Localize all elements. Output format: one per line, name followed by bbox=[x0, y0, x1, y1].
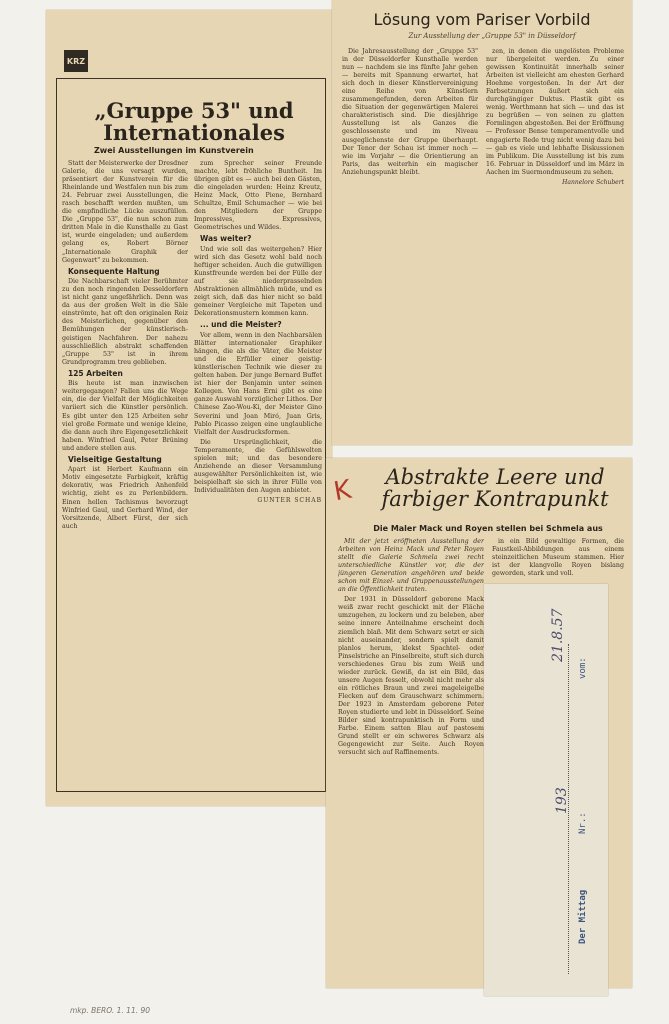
subheadline: Die Maler Mack und Royen stellen bei Schmela aus bbox=[373, 524, 603, 533]
headline-abstrakte-leere: Abstrakte Leere und farbiger Kontrapunkt bbox=[381, 465, 609, 512]
headline-gruppe-53: „Gruppe 53" und Internationales bbox=[94, 98, 294, 146]
number-label: Nr.: bbox=[578, 812, 588, 834]
paragraph: zum Sprecher seiner Freunde machte, lebt fröhliche Buntheit. Im übrigen gibt es — auch bei den Gästen, die eingeladen wurden: Heinz Kreutz, Heinz Mack, Otto Piene, Bernhard Schultze, Emil Schumacher — wie bei den Mitgliedern der Gruppe Impressives, Expressives, Geometrisches und Wildes. bbox=[194, 160, 322, 232]
paragraph: in ein Bild gewaltige Formen, die Faustkeil-Abbildungen aus einem steinzeitlichen Museum stammen. Hier ist der klangvolle Royen bislang geworden, stark und voll. bbox=[492, 538, 624, 578]
subheadline: Zur Ausstellung der „Gruppe 53" in Düsseldorf bbox=[408, 32, 576, 40]
paragraph: Vor allem, wenn in den Nachbarsälen Blätter internationaler Graphiker hängen, die als die Väter, die Meister und die Erfüller einer geistig-künstlerischen Technik wie dieser zu gelten haben. Der junge Bernard Buffet ist hier der Benjamin unter seinen Kollegen. Von Hans Erni gibt es eine ganze Auswahl vorzüglicher Lithos. Der Chinese Zao-Wou-Ki, der Meister Gino Severini und Joan Miró, Juan Gris, Pablo Picasso zeigen eine unglaubliche Vielfalt der Ausdrucksformen. bbox=[194, 332, 322, 436]
article-column-2 bbox=[492, 538, 624, 580]
author-signature: GUNTER SCHAB bbox=[257, 496, 322, 504]
section-heading: Konsequente Haltung bbox=[68, 266, 160, 276]
clipping-gruppe-53 bbox=[46, 10, 332, 806]
paragraph: Der 1931 in Düsseldorf geborene Mack weiß zwar recht geschickt mit der Fläche umzugehen, zu lockern und zu beleben, aber seine innere Anteilnahme erscheint doch ziemlich blaß. Mit dem Schwarz setzt er sich nicht auseinander, sondern spielt damit planlos herum, klekst Spachtel- oder Pinselstriche an Pinselbreite, stuft sich durch verschiedenes Grau bis zum Weiß und wieder zurück. Gewiß, da ist ein Bild, das unsere Augen fesselt, obwohl nicht mehr als ein rötliches Braun und zwei mageleigelbe Flecken auf dem Grauschwarz schimmern. Der 1923 in Amsterdam geborene Peter Royen studierte und lebt in Düsseldorf. Seine Bilder sind kontrapunktisch in Form und Farbe. Einem satten Blau auf pastosem Grund stellt er ein schweres Schwarz als Gegengewicht zur Seite. Auch Royen versucht sich auf Raffinements. bbox=[338, 596, 484, 757]
paragraph: Die Nachbarschaft vieler Berühmter zu den noch ringenden Desseldorfern ist nicht ganz ungefährlich. Denn was da aus der großen Welt in die Säle einströmte, hat oft den originalen Reiz des Meisterlichen, gegenüber den Bemühungen der künstlerisch-geistigen Nachfahren. Der nahezu ausschließlich abstrakt schaffenden „Gruppe 53" ist in ihrem Grundprogramm treu geblieben. bbox=[62, 278, 188, 366]
paragraph: zen, in denen die ungelösten Probleme nur übergeleitet werden. Zu einer gewissen Kontinuität innerhalb seiner Arbeiten ist vielleicht am ehesten Gerhard Hoehme vorgestoßen. In der Art der Farbsetzungen äußert sich ein durchgängiger Duktus. Plastik gibt es wenig. Werthmann hat sich — und das ist zu begrüßen — von seinen zu glatten Formlingen abgestoßen. Bei der Eröffnung — Professor Bense temperamentvolle und engagierte Rede trug nicht wenig dazu bei — gab es viele und lebhafte Diskussionen im Publikum. Die Ausstellung ist bis zum 16. Februar in Düsseldorf und im März in Aachen im Suermondmuseum zu sehen. bbox=[486, 48, 624, 176]
article-column-1 bbox=[62, 160, 188, 800]
subheadline: Zwei Ausstellungen im Kunstverein bbox=[94, 146, 254, 155]
clipping-pariser-vorbild bbox=[332, 0, 632, 445]
source-newspaper: Der Mittag bbox=[578, 889, 588, 944]
section-heading: ... und die Meister? bbox=[200, 320, 282, 330]
pencil-note: mkp. BERO. 1. 11. 90 bbox=[70, 1006, 151, 1015]
handwritten-date: 21.8.57 bbox=[550, 608, 566, 662]
date-label: vom: bbox=[578, 657, 588, 679]
paragraph: Bis heute ist man inzwischen weitergegangen? Fallen uns die Wege ein, die der Vielfalt der Möglichkeiten variiert sich die Künstler persönlich. Es gibt unter den 125 Arbeiten sehr viel große Formate und wenige kleine, die dann auch ihre Eigengesetzlichkeit haben. Winfried Gaul, Peter Brüning und andere stellen aus. bbox=[62, 380, 188, 452]
handwritten-number: 193 bbox=[554, 787, 570, 814]
source-stamp-slip bbox=[484, 584, 608, 996]
lead-paragraph: Mit der jetzt eröffneten Ausstellung der Arbeiten von Heinz Mack und Peter Royen stellt die Galerie Schmela zwei recht unterschiedliche Künstler vor, die der jüngeren Generation angehören und beide schon mit Einzel- und Gruppenausstellungen an die Öffentlichkeit traten. bbox=[338, 538, 484, 594]
section-heading: Vielseitige Gestaltung bbox=[68, 454, 162, 464]
paragraph: Apart ist Herbert Kaufmann ein Motiv eingesetzte Farbigkeit, kräftig dekorativ, was Friedrich Anhenfeld wichtig, zieht es zu Perlenbildern. Einen hellen Tachismus bevorzugt Winfried Gaul, und Gerhard Wind, der Vorsitzende, Albert Fürst, der sich auch bbox=[62, 466, 188, 530]
paragraph: Die Jahresausstellung der „Gruppe 53" in der Düsseldorfer Kunsthalle werden nun — nachdem sie ins fünfte Jahr gehen — bereits mit Spannung erwartet, hat sich doch in dieser Künstlervereinigung eine Reihe von Künstlern zusammengefunden, deren Arbeiten für die Situation der gegenwärtigen Malerei charakteristisch sind. Die diesjährige Ausstellung ist als Ganzes die geschlossenste und im Niveau ausgeglichenste der Gruppe überhaupt. Der Tenor der Schau ist immer noch — wie im Vorjahr — die Orientierung an Paris, das weiterhin ein magischer Anziehungspunkt bleibt. bbox=[342, 48, 478, 176]
article-column-2 bbox=[486, 48, 624, 438]
newspaper-logo: KRZ bbox=[64, 50, 88, 72]
paragraph: Statt der Meisterwerke der Dresdner Galerie, die uns versagt wurden, präsentiert der Kunstverein für die Rheinlande und Westfalen nun bis zum 24. Februar zwei Ausstellungen, die rasch beschafft werden mußten, um die empfindliche Lücke auszufüllen. Die „Gruppe 53", die nun schon zum dritten Male in die Kunsthalle zu Gast ist, wurde eingeladen; und außerdem gelang es, Robert Börner „Internationale Graphik der Gegenwart" zu bekommen. bbox=[62, 160, 188, 264]
article-column-2 bbox=[194, 160, 322, 800]
section-heading: Was weiter? bbox=[200, 234, 252, 244]
article-column-1 bbox=[338, 538, 484, 978]
paragraph: Und wie soll das weitergehen? Hier wird sich das Gesetz wohl bald noch heftiger scheiden. Auch die gutwilligen Kunstfreunde werden bei der Fülle der auf sie niederprasselnden Abstraktionen allmählich müde, und es zeigt sich, daß das hier nicht so bald gemeiner Vergleiche mit Tapeten und Dekorationsmustern kommen kann. bbox=[194, 246, 322, 318]
headline-pariser-vorbild: Lösung vom Pariser Vorbild bbox=[373, 10, 591, 29]
article-column-1 bbox=[342, 48, 478, 438]
paragraph: Die Ursprünglichkeit, die Temperamente, die Gefühlswelten spielen mit; und das besondere Anziehende an dieser Versammlung ausgewählter Persönlichkeiten ist, wie beispielhaft sie sich in ihrer Fülle von Individualitäten den Augen anbietet. bbox=[194, 438, 322, 494]
section-heading: 125 Arbeiten bbox=[68, 368, 123, 378]
author-signature: Hannelore Schubert bbox=[562, 178, 624, 186]
handwritten-k-mark: K bbox=[331, 474, 354, 508]
